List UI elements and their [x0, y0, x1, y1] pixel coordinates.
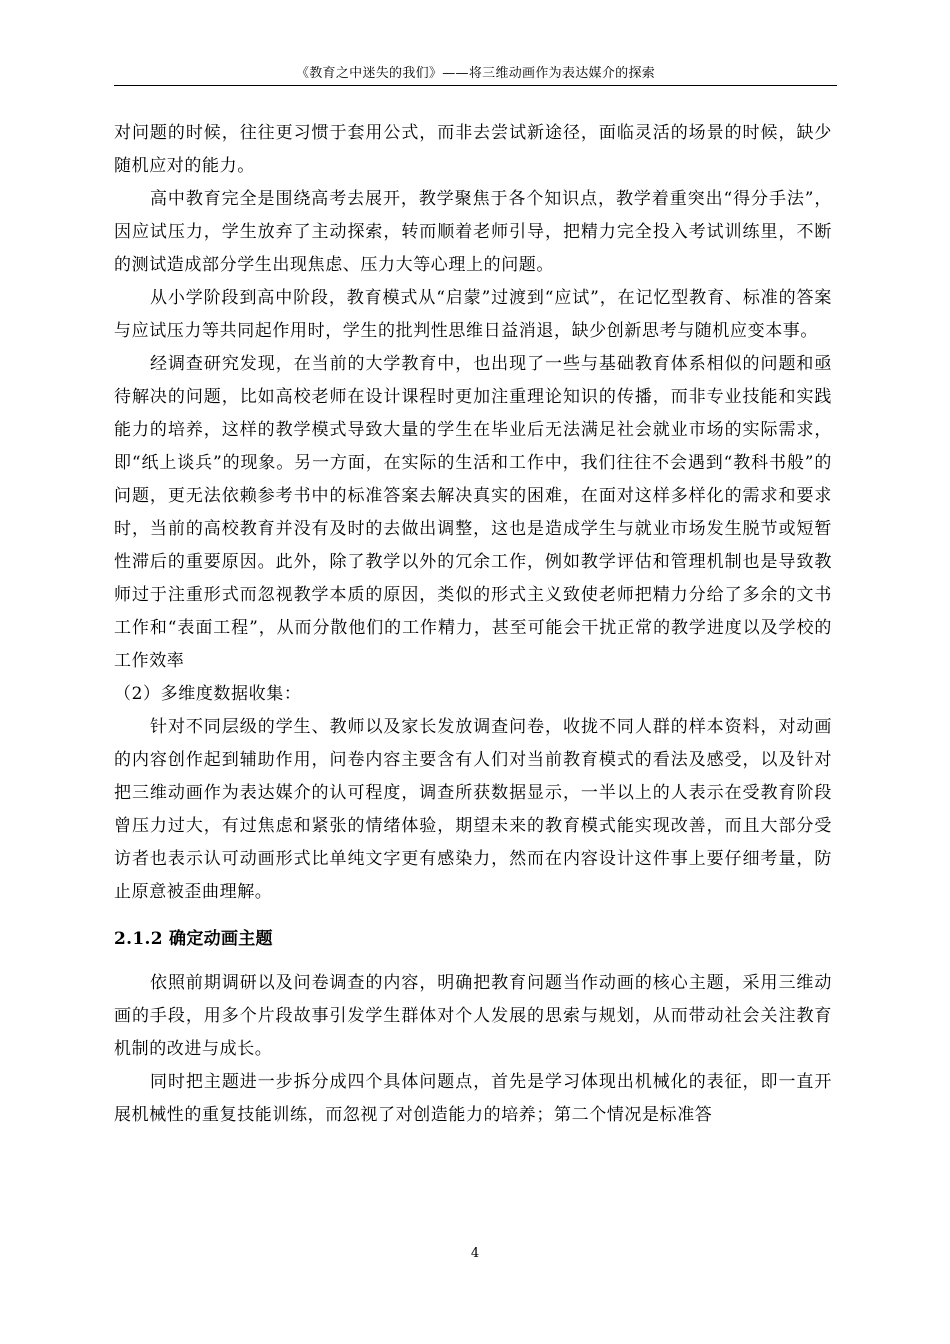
paragraph-primary-to-high: 从小学阶段到高中阶段，教育模式从“启蒙”过渡到“应试”，在记忆型教育、标准的答案与应试压力等共同起作用时，学生的批判性思维日益消退，缺少创新思考与随机应变本事。 [114, 288, 832, 341]
paragraph-continuation: 对问题的时候，往往更习惯于套用公式，而非去尝试新途径，面临灵活的场景的时候，缺少随机应对的能力。 [114, 123, 832, 176]
paragraph-theme: 依照前期调研以及问卷调查的内容，明确把教育问题当作动画的核心主题，采用三维动画的手段，用多个片段故事引发学生群体对个人发展的思索与规划，从而带动社会关注教育机制的改进与成长。 [114, 973, 832, 1059]
paragraph-questionnaire: 针对不同层级的学生、教师以及家长发放调查问卷，收拢不同人群的样本资料，对动画的内容创作起到辅助作用，问卷内容主要含有人们对当前教育模式的看法及感受，以及针对把三维动画作为表达媒介的认可程度，调查所获数据显示，一半以上的人表示在受教育阶段曾压力过大，有过焦虑和紧张的情绪体验，期望未来的教育模式能实现改善，而且大部分受访者也表示认可动画形式比单纯文字更有感染力，然而在内容设计这件事上要仔细考量，防止原意被歪曲理解。 [114, 717, 832, 902]
paragraph-theme-breakdown: 同时把主题进一步拆分成四个具体问题点，首先是学习体现出机械化的表征，即一直开展机械性的重复技能训练，而忽视了对创造能力的培养；第二个情况是标准答 [114, 1072, 832, 1125]
page-content [114, 117, 832, 1132]
header-rule [114, 85, 837, 86]
page-number: 4 [470, 1246, 480, 1261]
list-item-data-collection: （2）多维度数据收集： [114, 684, 302, 704]
section-heading: 2.1.2 确定动画主题 [114, 929, 273, 949]
paragraph-university-survey: 经调查研究发现，在当前的大学教育中，也出现了一些与基础教育体系相似的问题和亟待解决的问题，比如高校老师在设计课程时更加注重理论知识的传播，而非专业技能和实践能力的培养，这样的教学模式导致大量的学生在毕业后无法满足社会就业市场的实际需求，即“纸上谈兵”的现象。另一方面，在实际的生活和工作中，我们往往不会遇到“教科书般”的问题，更无法依赖参考书中的标准答案去解决真实的困难，在面对这样多样化的需求和要求时，当前的高校教育并没有及时的去做出调整，这也是造成学生与就业市场发生脱节或短暂性滞后的重要原因。此外，除了教学以外的冗余工作，例如教学评估和管理机制也是导致教师过于注重形式而忽视教学本质的原因，类似的形式主义致使老师把精力分给了多余的文书工作和“表面工程”，从而分散他们的工作精力，甚至可能会干扰正常的教学进度以及学校的工作效率 [114, 354, 832, 671]
paragraph-high-school: 高中教育完全是围绕高考去展开，教学聚焦于各个知识点，教学着重突出“得分手法”，因应试压力，学生放弃了主动探索，转而顺着老师引导，把精力完全投入考试训练里，不断的测试造成部分学生出现焦虑、压力大等心理上的问题。 [114, 189, 832, 275]
running-header: 《教育之中迷失的我们》——将三维动画作为表达媒介的探索 [295, 66, 656, 81]
